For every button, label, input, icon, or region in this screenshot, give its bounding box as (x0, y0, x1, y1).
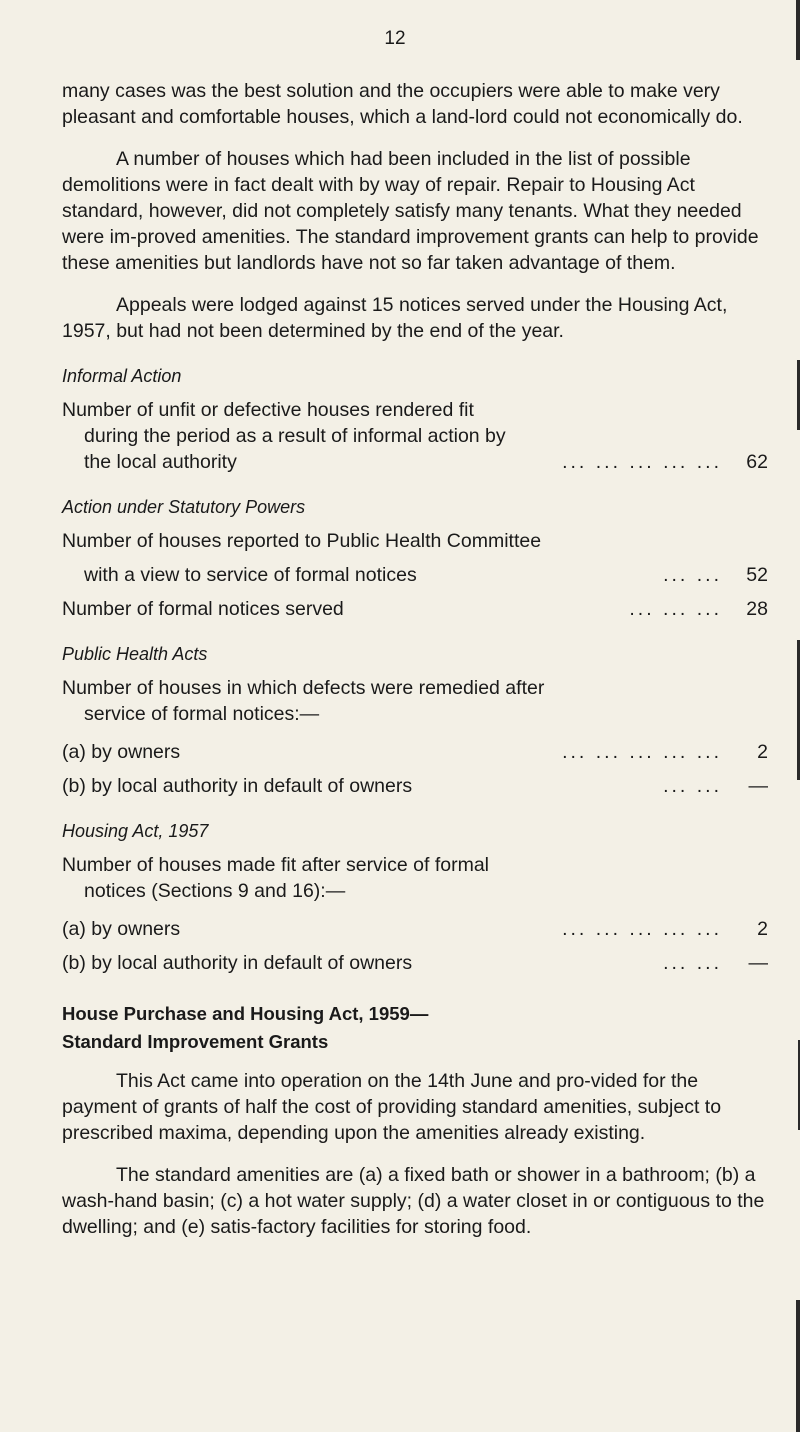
housing-act-line-2: notices (Sections 9 and 16):— (84, 880, 346, 902)
leader-dots: ... ... ... ... ... (562, 451, 722, 473)
informal-line-2: during the period as a result of informal action by (84, 425, 506, 447)
heading-informal-action: Informal Action (62, 366, 182, 386)
paragraph-appeals: Appeals were lodged against 15 notices served under the Housing Act, 1957, but had not been determined by the end of the year. (62, 294, 728, 342)
paragraph-continuation: many cases was the best solution and the occupiers were able to make very pleasant and comfortable houses, which a land-lord could not economically do. (62, 80, 743, 128)
public-health-line-1: Number of houses in which defects were remedied after (62, 677, 545, 699)
informal-line-3: the local authority (84, 451, 237, 473)
housing-act-row-a (62, 916, 768, 942)
public-health-b-value: — (748, 775, 768, 797)
leader-dots: ... ... (663, 775, 722, 797)
statutory-row1-value: 52 (746, 564, 768, 586)
housing-act-row-b (62, 950, 768, 976)
public-health-row-a (62, 739, 768, 765)
leader-dots: ... ... (663, 952, 722, 974)
statutory-row2-value: 28 (746, 598, 768, 620)
leader-dots: ... ... ... (629, 598, 722, 620)
paragraph-act-operation: This Act came into operation on the 14th June and pro-vided for the payment of grants of half the cost of providing standard amenities, subject to prescribed maxima, depending upon the amenities already existing. (62, 1070, 722, 1144)
heading-housing-act-1957: Housing Act, 1957 (62, 821, 209, 841)
statutory-row1-line2: with a view to service of formal notices (84, 564, 417, 586)
public-health-line-2: service of formal notices:— (84, 703, 320, 725)
statutory-row1 (62, 562, 768, 588)
leader-dots: ... ... ... ... ... (562, 918, 722, 940)
paragraph-standard-amenities: The standard amenities are (a) a fixed bath or shower in a bathroom; (b) a wash-hand basin; (c) a hot water supply; (d) a water closet in or contiguous to the dwelling; and (e) satis-factory facilities for storing food. (62, 1164, 765, 1238)
informal-line-1: Number of unfit or defective houses rendered fit (62, 399, 474, 421)
public-health-a-value: 2 (757, 741, 768, 763)
housing-act-a-value: 2 (757, 918, 768, 940)
heading-house-purchase-act: House Purchase and Housing Act, 1959— (62, 1003, 429, 1024)
document-page (62, 28, 768, 1240)
informal-value: 62 (746, 451, 768, 473)
page-edge-mark (796, 0, 800, 60)
housing-act-b-label: (b) by local authority in default of owners (62, 952, 413, 974)
heading-statutory-powers: Action under Statutory Powers (62, 497, 306, 517)
informal-row (62, 449, 768, 475)
public-health-row-b (62, 773, 768, 799)
public-health-b-label: (b) by local authority in default of owners (62, 775, 413, 797)
page-number: 12 (384, 28, 406, 49)
leader-dots: ... ... ... ... ... (562, 741, 722, 763)
public-health-a-label: (a) by owners (62, 741, 181, 763)
housing-act-a-label: (a) by owners (62, 918, 181, 940)
statutory-row2 (62, 596, 768, 622)
heading-public-health-acts: Public Health Acts (62, 644, 208, 664)
page-edge-mark (796, 1300, 800, 1432)
statutory-row2-label: Number of formal notices served (62, 598, 344, 620)
housing-act-line-1: Number of houses made fit after service of formal (62, 854, 490, 876)
statutory-row1-line1: Number of houses reported to Public Health Committee (62, 530, 542, 552)
paragraph-demolitions: A number of houses which had been included in the list of possible demolitions were in fact dealt with by way of repair. Repair to Housing Act standard, however, did not completely satisfy many tenants. What they needed were im-proved amenities. The standard improvement grants can help to provide these amenities but landlords have not so far taken advantage of them. (62, 148, 759, 274)
informal-action-block (62, 397, 768, 475)
heading-standard-improvement-grants: Standard Improvement Grants (62, 1031, 329, 1052)
housing-act-b-value: — (748, 952, 768, 974)
leader-dots: ... ... (663, 564, 722, 586)
